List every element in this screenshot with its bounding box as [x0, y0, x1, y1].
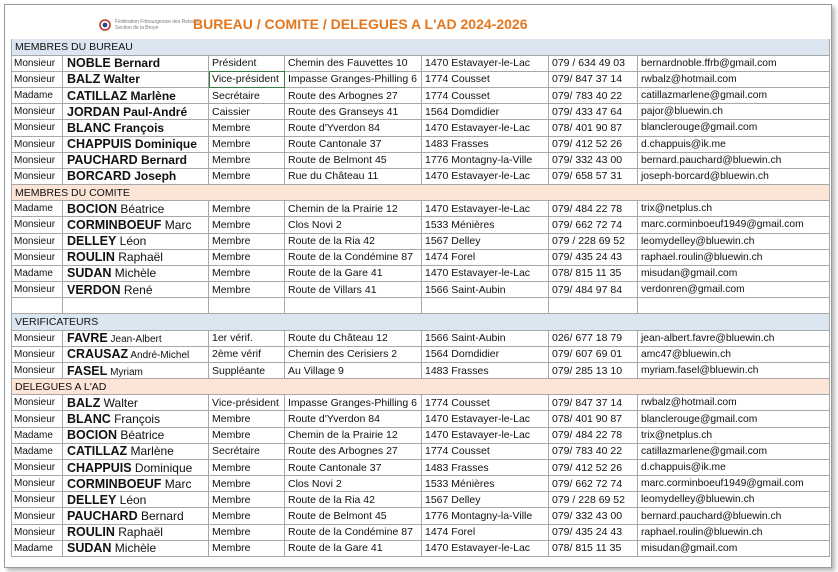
email-cell: rwbalz@hotmail.com	[638, 395, 830, 411]
first-name: Dominique	[131, 460, 193, 475]
table-row	[12, 265, 830, 281]
last-name: BALZ	[67, 395, 101, 410]
first-name: Béatrice	[117, 428, 165, 443]
civility-cell: Monsieur	[12, 233, 63, 249]
last-name: VERDON	[67, 282, 121, 297]
table-row	[12, 427, 830, 443]
civility-cell: Monsieur	[12, 282, 63, 298]
last-name: PAUCHARD	[67, 153, 138, 168]
phone-cell: 079/ 332 43 00	[549, 508, 638, 524]
name-cell	[63, 427, 209, 443]
address-cell: Chemin de la Prairie 12	[285, 427, 422, 443]
phone-cell: 079/ 658 57 31	[549, 168, 638, 184]
civility-cell: Monsieur	[12, 249, 63, 265]
table-row	[12, 411, 830, 427]
table-row	[12, 395, 830, 411]
role-cell: Membre	[209, 282, 285, 298]
address-cell: Impasse Granges-Philling 6	[285, 395, 422, 411]
federation-logo-icon	[99, 19, 111, 31]
city-cell: 1470 Estavayer-le-Lac	[422, 168, 549, 184]
city-cell: 1470 Estavayer-le-Lac	[422, 411, 549, 427]
role-cell: Membre	[209, 217, 285, 233]
address-cell: Route Cantonale 37	[285, 459, 422, 475]
phone-cell: 079/ 847 37 14	[549, 71, 638, 87]
table-row	[12, 492, 830, 508]
city-cell: 1474 Forel	[422, 524, 549, 540]
table-row	[12, 233, 830, 249]
last-name: BALZ	[67, 72, 101, 87]
table-row	[12, 55, 830, 71]
role-cell: Membre	[209, 168, 285, 184]
city-cell: 1774 Cousset	[422, 71, 549, 87]
last-name: CORMINBOEUF	[67, 217, 162, 232]
last-name: BLANC	[67, 412, 111, 427]
email-cell: trix@netplus.ch	[638, 427, 830, 443]
section-heading: VERIFICATEURS	[12, 314, 830, 330]
phone-cell: 079/ 783 40 22	[549, 88, 638, 104]
name-cell	[63, 330, 209, 346]
email-cell: verdonren@gmail.com	[638, 282, 830, 298]
first-name: Walter	[100, 395, 138, 410]
table-row	[12, 136, 830, 152]
name-cell	[63, 249, 209, 265]
first-name: Raphaël	[114, 250, 163, 265]
first-name: Myriam	[107, 366, 143, 378]
email-cell: catillazmarlene@gmail.com	[638, 443, 830, 459]
first-name: Marlène	[127, 444, 174, 459]
city-cell: 1567 Delley	[422, 233, 549, 249]
last-name: CORMINBOEUF	[67, 476, 162, 491]
table-row	[12, 152, 830, 168]
address-cell: Route de Belmont 45	[285, 508, 422, 524]
address-cell: Route Cantonale 37	[285, 136, 422, 152]
name-cell	[63, 443, 209, 459]
phone-cell: 079/ 847 37 14	[549, 395, 638, 411]
phone-cell: 079/ 412 52 26	[549, 459, 638, 475]
section-heading: MEMBRES DU BUREAU	[12, 39, 830, 55]
table-row	[12, 540, 830, 556]
first-name: Bernard	[137, 153, 187, 168]
phone-cell: 079 / 228 69 52	[549, 492, 638, 508]
name-cell	[63, 55, 209, 71]
blank-cell	[63, 298, 209, 314]
city-cell: 1776 Montagny-la-Ville	[422, 508, 549, 524]
table-row	[12, 459, 830, 475]
city-cell: 1470 Estavayer-le-Lac	[422, 427, 549, 443]
email-cell: leomydelley@bluewin.ch	[638, 233, 830, 249]
phone-cell: 079/ 433 47 64	[549, 104, 638, 120]
first-name: François	[110, 412, 161, 427]
address-cell: Route du Château 12	[285, 330, 422, 346]
table-row	[12, 346, 830, 362]
email-cell: raphael.roulin@bluewin.ch	[638, 249, 830, 265]
last-name: ROULIN	[67, 250, 115, 265]
phone-cell: 026/ 677 18 79	[549, 330, 638, 346]
name-cell	[63, 104, 209, 120]
civility-cell: Monsieur	[12, 524, 63, 540]
phone-cell: 078/ 401 90 87	[549, 411, 638, 427]
blank-cell	[638, 298, 830, 314]
phone-cell: 079 / 634 49 03	[549, 55, 638, 71]
first-name: René	[120, 282, 153, 297]
role-cell: Secrétaire	[209, 443, 285, 459]
table-row	[12, 508, 830, 524]
table-row	[12, 330, 830, 346]
email-cell: d.chappuis@ik.me	[638, 136, 830, 152]
civility-cell: Monsieur	[12, 168, 63, 184]
role-cell: Membre	[209, 411, 285, 427]
city-cell: 1774 Cousset	[422, 395, 549, 411]
name-cell	[63, 395, 209, 411]
civility-cell: Monsieur	[12, 152, 63, 168]
city-cell: 1533 Ménières	[422, 476, 549, 492]
first-name: Marc	[161, 217, 192, 232]
address-cell: Chemin de la Prairie 12	[285, 201, 422, 217]
role-cell: Suppléante	[209, 362, 285, 378]
first-name: Michèle	[111, 266, 157, 281]
role-cell: Membre	[209, 201, 285, 217]
email-cell: amc47@bluewin.ch	[638, 346, 830, 362]
civility-cell: Monsieur	[12, 71, 63, 87]
email-cell: marc.corminboeuf1949@gmail.com	[638, 476, 830, 492]
name-cell	[63, 508, 209, 524]
address-cell: Impasse Granges-Philling 6	[285, 71, 422, 87]
first-name: Bernard	[110, 56, 161, 71]
last-name: SUDAN	[67, 266, 112, 281]
first-name: Paul-André	[119, 104, 188, 119]
civility-cell: Madame	[12, 427, 63, 443]
name-cell	[63, 217, 209, 233]
role-cell: Vice-président	[209, 395, 285, 411]
first-name: Marlène	[127, 88, 176, 103]
role-cell: Membre	[209, 152, 285, 168]
organization-name	[115, 19, 202, 31]
phone-cell: 078/ 815 11 35	[549, 540, 638, 556]
email-cell: marc.corminboeuf1949@gmail.com	[638, 217, 830, 233]
members-table	[11, 39, 830, 557]
name-cell	[63, 120, 209, 136]
phone-cell: 079/ 435 24 43	[549, 524, 638, 540]
city-cell: 1470 Estavayer-le-Lac	[422, 201, 549, 217]
role-cell: Membre	[209, 265, 285, 281]
last-name: CHAPPUIS	[67, 460, 132, 475]
section-header-row	[12, 314, 830, 330]
first-name: Michèle	[111, 541, 157, 556]
civility-cell: Madame	[12, 540, 63, 556]
section-header-row	[12, 39, 830, 55]
civility-cell: Madame	[12, 88, 63, 104]
first-name: André-Michel	[128, 350, 190, 362]
last-name: BORCARD	[67, 169, 131, 184]
name-cell	[63, 459, 209, 475]
table-row	[12, 104, 830, 120]
civility-cell: Madame	[12, 443, 63, 459]
civility-cell: Monsieur	[12, 330, 63, 346]
section-heading: DELEGUES A L'AD	[12, 379, 830, 395]
address-cell: Route de la Condémine 87	[285, 249, 422, 265]
address-cell: Route d'Yverdon 84	[285, 411, 422, 427]
name-cell	[63, 152, 209, 168]
email-cell: misudan@gmail.com	[638, 265, 830, 281]
last-name: CHAPPUIS	[67, 137, 132, 152]
phone-cell: 079/ 332 43 00	[549, 152, 638, 168]
civility-cell: Monsieur	[12, 508, 63, 524]
address-cell: Route de la Condémine 87	[285, 524, 422, 540]
name-cell	[63, 524, 209, 540]
table-row	[12, 88, 830, 104]
role-cell: Membre	[209, 459, 285, 475]
email-cell: pajor@bluewin.ch	[638, 104, 830, 120]
blank-cell	[549, 298, 638, 314]
phone-cell: 079/ 662 72 74	[549, 476, 638, 492]
city-cell: 1776 Montagny-la-Ville	[422, 152, 549, 168]
city-cell: 1470 Estavayer-le-Lac	[422, 55, 549, 71]
email-cell: jean-albert.favre@bluewin.ch	[638, 330, 830, 346]
role-cell: Membre	[209, 249, 285, 265]
address-cell: Chemin des Fauvettes 10	[285, 55, 422, 71]
role-cell: Président	[209, 55, 285, 71]
civility-cell: Monsieur	[12, 55, 63, 71]
address-cell: Chemin des Cerisiers 2	[285, 346, 422, 362]
civility-cell: Monsieur	[12, 492, 63, 508]
organization-line-2: Section de la Broye	[115, 25, 159, 31]
city-cell: 1470 Estavayer-le-Lac	[422, 120, 549, 136]
email-cell: misudan@gmail.com	[638, 540, 830, 556]
last-name: BLANC	[67, 120, 111, 135]
city-cell: 1533 Ménières	[422, 217, 549, 233]
city-cell: 1566 Saint-Aubin	[422, 330, 549, 346]
role-cell: 2ème vérif	[209, 346, 285, 362]
page-title: BUREAU / COMITE / DELEGUES A L'AD 2024-2026	[193, 16, 528, 32]
document-header	[5, 5, 831, 39]
last-name: BOCION	[67, 428, 117, 443]
first-name: Léon	[116, 234, 147, 249]
last-name: FASEL	[67, 363, 108, 378]
last-name: CATILLAZ	[67, 88, 128, 103]
organization-line-1: Fédération Fribourgeoise des Retraités	[115, 19, 202, 25]
email-cell: raphael.roulin@bluewin.ch	[638, 524, 830, 540]
address-cell: Route de Belmont 45	[285, 152, 422, 168]
city-cell: 1474 Forel	[422, 249, 549, 265]
city-cell: 1774 Cousset	[422, 88, 549, 104]
role-cell: Membre	[209, 508, 285, 524]
civility-cell: Monsieur	[12, 476, 63, 492]
name-cell	[63, 233, 209, 249]
table-row	[12, 362, 830, 378]
city-cell: 1483 Frasses	[422, 136, 549, 152]
role-cell: Vice-président	[209, 71, 285, 87]
phone-cell: 078/ 815 11 35	[549, 265, 638, 281]
address-cell: Route de la Ria 42	[285, 233, 422, 249]
address-cell: Rue du Château 11	[285, 168, 422, 184]
phone-cell: 079/ 435 24 43	[549, 249, 638, 265]
name-cell	[63, 362, 209, 378]
name-cell	[63, 265, 209, 281]
address-cell: Au Village 9	[285, 362, 422, 378]
first-name: Dominique	[131, 137, 197, 152]
civility-cell: Monsieur	[12, 104, 63, 120]
phone-cell: 079/ 607 69 01	[549, 346, 638, 362]
name-cell	[63, 136, 209, 152]
document-page	[4, 4, 832, 568]
address-cell: Route de la Gare 41	[285, 265, 422, 281]
last-name: SUDAN	[67, 541, 112, 556]
name-cell	[63, 411, 209, 427]
civility-cell: Monsieur	[12, 459, 63, 475]
address-cell: Route des Arbognes 27	[285, 443, 422, 459]
name-cell	[63, 540, 209, 556]
phone-cell: 079/ 285 13 10	[549, 362, 638, 378]
table-row	[12, 249, 830, 265]
last-name: DELLEY	[67, 492, 117, 507]
phone-cell: 078/ 401 90 87	[549, 120, 638, 136]
last-name: FAVRE	[67, 331, 108, 346]
table-row	[12, 71, 830, 87]
first-name: Béatrice	[117, 201, 165, 216]
civility-cell: Monsieur	[12, 411, 63, 427]
role-cell: Membre	[209, 120, 285, 136]
address-cell: Route de la Gare 41	[285, 540, 422, 556]
role-cell: Membre	[209, 476, 285, 492]
phone-cell: 079/ 484 22 78	[549, 427, 638, 443]
blank-cell	[209, 298, 285, 314]
name-cell	[63, 476, 209, 492]
table-row	[12, 201, 830, 217]
email-cell: leomydelley@bluewin.ch	[638, 492, 830, 508]
first-name: Joseph	[130, 169, 177, 184]
last-name: CATILLAZ	[67, 444, 128, 459]
civility-cell: Monsieur	[12, 217, 63, 233]
email-cell: bernard.pauchard@bluewin.ch	[638, 508, 830, 524]
first-name: Bernard	[137, 509, 184, 524]
blank-cell	[422, 298, 549, 314]
table-row	[12, 476, 830, 492]
role-cell: Membre	[209, 492, 285, 508]
first-name: François	[110, 120, 165, 135]
name-cell	[63, 282, 209, 298]
role-cell: Membre	[209, 427, 285, 443]
phone-cell: 079/ 412 52 26	[549, 136, 638, 152]
email-cell: rwbalz@hotmail.com	[638, 71, 830, 87]
city-cell: 1470 Estavayer-le-Lac	[422, 265, 549, 281]
civility-cell: Madame	[12, 201, 63, 217]
phone-cell: 079/ 484 97 84	[549, 282, 638, 298]
civility-cell: Monsieur	[12, 395, 63, 411]
first-name: Jean-Albert	[107, 334, 162, 346]
blank-row	[12, 298, 830, 314]
email-cell: joseph-borcard@bluewin.ch	[638, 168, 830, 184]
name-cell	[63, 88, 209, 104]
last-name: ROULIN	[67, 525, 115, 540]
table-row	[12, 282, 830, 298]
table-row	[12, 443, 830, 459]
last-name: PAUCHARD	[67, 509, 138, 524]
city-cell: 1483 Frasses	[422, 362, 549, 378]
city-cell: 1564 Domdidier	[422, 104, 549, 120]
last-name: BOCION	[67, 201, 117, 216]
city-cell: 1564 Domdidier	[422, 346, 549, 362]
first-name: Léon	[116, 492, 147, 507]
phone-cell: 079 / 228 69 52	[549, 233, 638, 249]
role-cell: Membre	[209, 233, 285, 249]
email-cell: bernardnoble.ffrb@gmail.com	[638, 55, 830, 71]
address-cell: Route d'Yverdon 84	[285, 120, 422, 136]
email-cell: myriam.fasel@bluewin.ch	[638, 362, 830, 378]
city-cell: 1567 Delley	[422, 492, 549, 508]
address-cell: Route de Villars 41	[285, 282, 422, 298]
address-cell: Route de la Ria 42	[285, 492, 422, 508]
city-cell: 1566 Saint-Aubin	[422, 282, 549, 298]
table-row	[12, 524, 830, 540]
name-cell	[63, 492, 209, 508]
address-cell: Route des Granseys 41	[285, 104, 422, 120]
city-cell: 1470 Estavayer-le-Lac	[422, 540, 549, 556]
phone-cell: 079/ 662 72 74	[549, 217, 638, 233]
phone-cell: 079/ 484 22 78	[549, 201, 638, 217]
table-row	[12, 120, 830, 136]
civility-cell: Monsieur	[12, 120, 63, 136]
last-name: CRAUSAZ	[67, 347, 129, 362]
address-cell: Clos Novi 2	[285, 476, 422, 492]
section-header-row	[12, 379, 830, 395]
table-row	[12, 217, 830, 233]
city-cell: 1483 Frasses	[422, 459, 549, 475]
email-cell: trix@netplus.ch	[638, 201, 830, 217]
section-heading: MEMBRES DU COMITE	[12, 185, 830, 201]
civility-cell: Monsieur	[12, 346, 63, 362]
table-row	[12, 168, 830, 184]
role-cell: Caissier	[209, 104, 285, 120]
email-cell: d.chappuis@ik.me	[638, 459, 830, 475]
address-cell: Clos Novi 2	[285, 217, 422, 233]
phone-cell: 079/ 783 40 22	[549, 443, 638, 459]
address-cell: Route des Arbognes 27	[285, 88, 422, 104]
email-cell: catillazmarlene@gmail.com	[638, 88, 830, 104]
blank-cell	[12, 298, 63, 314]
name-cell	[63, 346, 209, 362]
role-cell: Membre	[209, 540, 285, 556]
section-header-row	[12, 185, 830, 201]
email-cell: blanclerouge@gmail.com	[638, 120, 830, 136]
role-cell: 1er vérif.	[209, 330, 285, 346]
city-cell: 1774 Cousset	[422, 443, 549, 459]
last-name: DELLEY	[67, 234, 117, 249]
role-cell: Secrétaire	[209, 88, 285, 104]
name-cell	[63, 71, 209, 87]
first-name: Marc	[161, 476, 192, 491]
name-cell	[63, 201, 209, 217]
last-name: NOBLE	[67, 56, 111, 71]
first-name: Walter	[100, 72, 140, 87]
civility-cell: Monsieur	[12, 362, 63, 378]
blank-cell	[285, 298, 422, 314]
civility-cell: Monsieur	[12, 136, 63, 152]
email-cell: bernard.pauchard@bluewin.ch	[638, 152, 830, 168]
civility-cell: Madame	[12, 265, 63, 281]
first-name: Raphaël	[114, 525, 163, 540]
name-cell	[63, 168, 209, 184]
email-cell: blanclerouge@gmail.com	[638, 411, 830, 427]
last-name: JORDAN	[67, 104, 120, 119]
role-cell: Membre	[209, 524, 285, 540]
role-cell: Membre	[209, 136, 285, 152]
